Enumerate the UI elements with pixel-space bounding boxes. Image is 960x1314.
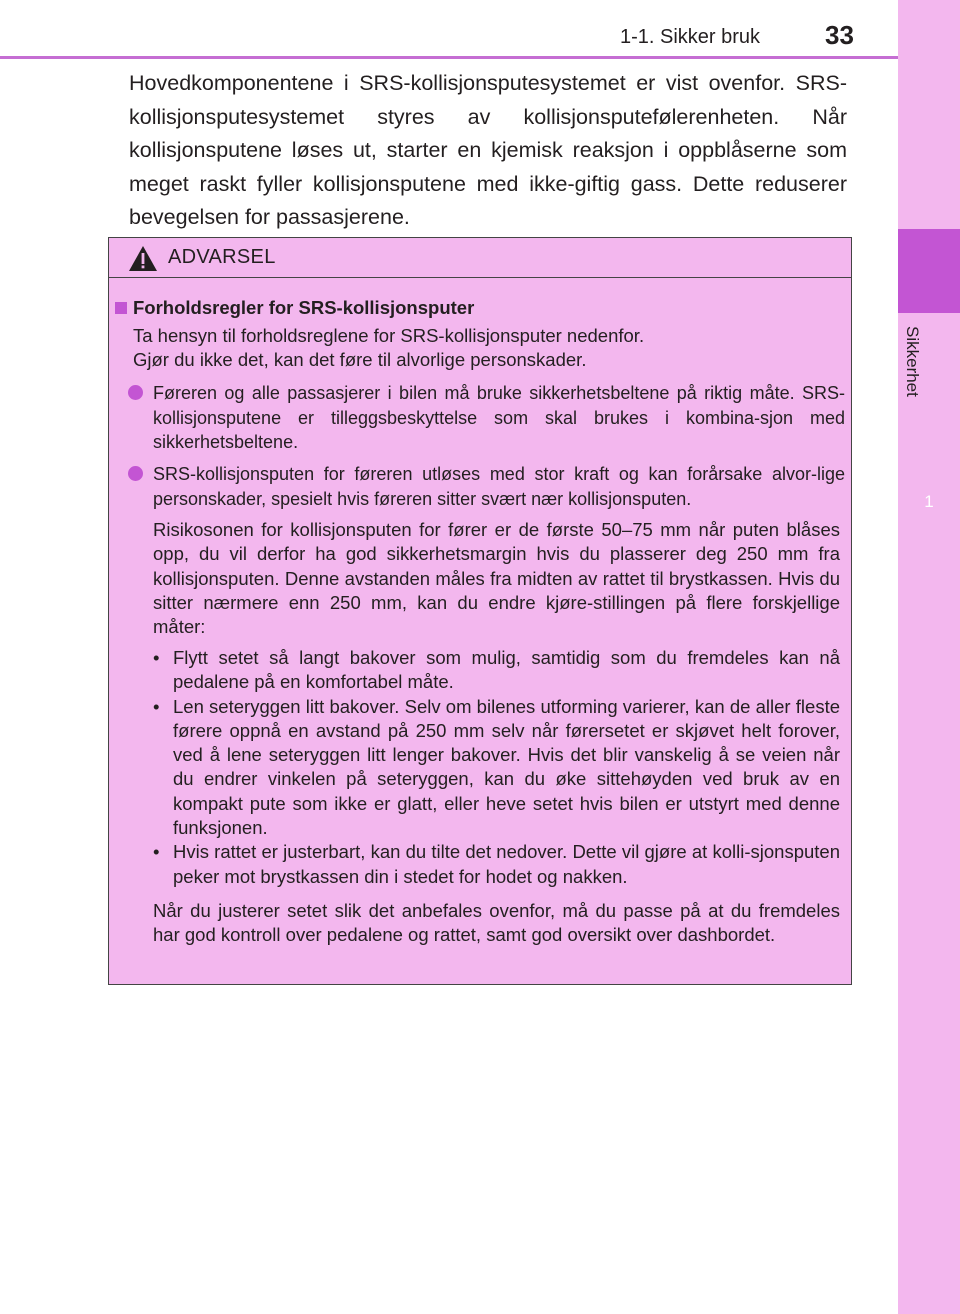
closing-paragraph: Når du justerer setet slik det anbefales ovenfor, må du passe på at du fremdeles har god kontroll over pedalene og rattet, samt god oversikt over dashbordet. <box>153 900 840 946</box>
warning-subheading-text: Forholdsregler for SRS-kollisjonsputer <box>133 297 475 318</box>
warning-bullet-1 <box>117 381 845 455</box>
square-bullet-icon <box>115 302 127 314</box>
warning-bullet-1-text: Føreren og alle passasjerer i bilen må bruke sikkerhetsbeltene på riktig måte. SRS-kollisjonsputene er tilleggsbeskyttelse som skal brukes i kombina-sjon med sikkerhetsbeltene. <box>153 383 845 452</box>
list-bullet: • <box>153 841 160 863</box>
warning-box <box>108 237 852 985</box>
chapter-sidebar <box>898 0 960 1314</box>
warning-lead-1: Ta hensyn til forholdsreglene for SRS-kollisjonsputer nedenfor. <box>133 325 645 346</box>
chapter-label: Sikkerhet <box>903 326 922 397</box>
risk-zone-text: Risikosonen for kollisjonsputen for fører er de første 50–75 mm når puten blåses opp, du vil derfor ha god sikkerhetsmargin hvis du plasserer deg 250 mm fra kollisjonsputen. Denne avstanden måles fra midten av rattet til brystkassen. Hvis du sitter nærmere enn 250 mm, kan du endre kjøre-stillingen på flere forskjellige måter: <box>153 519 840 638</box>
warning-bullet-2 <box>117 462 845 511</box>
section-title: 1-1. Sikker bruk <box>620 26 761 48</box>
warning-title: ADVARSEL <box>168 246 276 268</box>
circle-bullet-icon <box>128 385 143 400</box>
warning-triangle-icon <box>128 245 158 272</box>
list-bullet: • <box>153 695 160 717</box>
chapter-number: 1 <box>924 492 934 511</box>
warning-header <box>109 238 851 278</box>
circle-bullet-icon <box>128 466 143 481</box>
warning-lead-2: Gjør du ikke det, kan det føre til alvorlige personskader. <box>133 349 587 370</box>
warning-subheading <box>114 297 474 319</box>
header-rule <box>0 56 898 59</box>
adjustment-list <box>153 646 840 889</box>
list-item: • Hvis rattet er justerbart, kan du tilte det nedover. Dette vil gjøre at kolli-sjonsputen peker mot brystkassen din i stedet for hodet og nakken. <box>153 841 840 887</box>
page-number: 33 <box>825 20 854 50</box>
list-item: • Flytt setet så langt bakover som mulig, samtidig som du fremdeles kan nå pedalene på en komfortabel måte. <box>153 647 840 693</box>
list-bullet: • <box>153 647 160 668</box>
intro-paragraph: Hovedkomponentene i SRS-kollisjonsputesystemet er vist ovenfor. SRS-kollisjonsputesystemet styres av kollisjonsputefølerenheten. Når kollisjonsputene løses ut, starter en kjemisk reaksjon i oppblåserne som meget raskt fyller kollisjonsputene med ikke-giftig gass. Dette reduserer bevegelsen for passasjerene. <box>129 71 847 229</box>
warning-bullet-2-text: SRS-kollisjonsputen for føreren utløses med stor kraft og kan forårsake alvor-lige personskader, spesielt hvis føreren sitter svært nær kollisjonsputen. <box>153 464 845 509</box>
list-item: • Len seteryggen litt bakover. Selv om bilenes utforming varierer, kan de aller fleste førere oppnå en avstand på 250 mm selv når førersetet er skjøvet helt forover, ved å lene seteryggen litt lenger bakover. Hvis det blir vanskelig å se veien når du endrer vinkelen på seteryggen, kan du øke sittehøyden ved bruk av en kompakt pute som ikke er glatt, eller heve setet hvis bilen er utstyrt med denne funksjonen. <box>153 695 840 839</box>
